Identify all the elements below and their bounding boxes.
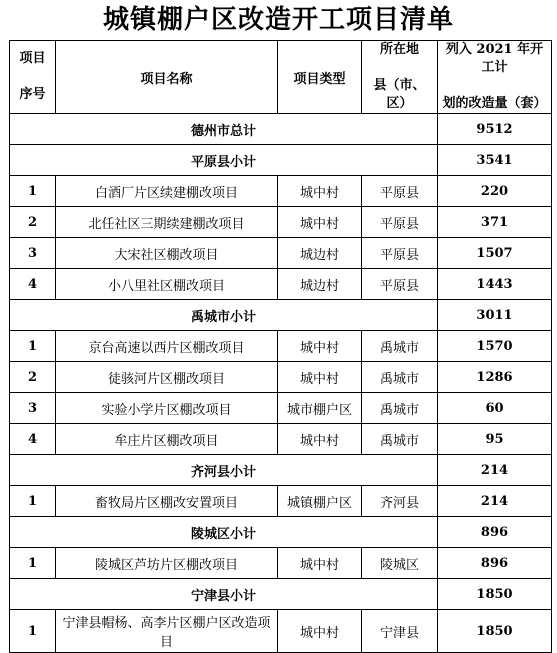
subtotal-row — [10, 300, 552, 331]
cell-location: 平原县 — [362, 207, 438, 238]
page-title: 城镇棚户区改造开工项目清单 — [102, 5, 454, 35]
table-row — [10, 362, 552, 393]
cell-location: 平原县 — [362, 238, 438, 269]
table-row — [10, 486, 552, 517]
cell-project-name: 陵城区芦坊片区棚改项目 — [56, 548, 278, 579]
header-type: 项目类型 — [278, 41, 362, 114]
project-table — [9, 40, 552, 653]
total-value: 9512 — [438, 114, 552, 145]
cell-project-name: 实验小学片区棚改项目 — [56, 393, 278, 424]
cell-project-type: 城中村 — [278, 176, 362, 207]
subtotal-value: 214 — [438, 455, 552, 486]
cell-project-name: 牟庄片区棚改项目 — [56, 424, 278, 455]
header-seq — [10, 41, 56, 114]
cell-project-type: 城边村 — [278, 269, 362, 300]
cell-project-type: 城中村 — [278, 610, 362, 653]
cell-quantity: 95 — [438, 424, 552, 455]
cell-quantity: 220 — [438, 176, 552, 207]
cell-seq: 1 — [10, 176, 56, 207]
cell-location: 禹城市 — [362, 331, 438, 362]
cell-seq: 2 — [10, 362, 56, 393]
table-row — [10, 424, 552, 455]
total-row — [10, 114, 552, 145]
cell-location: 陵城区 — [362, 548, 438, 579]
cell-project-type: 城中村 — [278, 424, 362, 455]
subtotal-label: 齐河县小计 — [10, 455, 438, 486]
cell-location: 禹城市 — [362, 424, 438, 455]
subtotal-value: 1850 — [438, 579, 552, 610]
cell-project-type: 城中村 — [278, 548, 362, 579]
subtotal-label: 陵城区小计 — [10, 517, 438, 548]
header-location-line1: 所在地 — [379, 42, 419, 57]
cell-project-name: 京台高速以西片区棚改项目 — [56, 331, 278, 362]
cell-project-name: 徒骇河片区棚改项目 — [56, 362, 278, 393]
header-quantity-line2: 划的改造量（套） — [442, 96, 547, 111]
cell-quantity: 371 — [438, 207, 552, 238]
cell-seq: 1 — [10, 610, 56, 653]
subtotal-value: 3011 — [438, 300, 552, 331]
cell-seq: 1 — [10, 548, 56, 579]
header-quantity — [438, 41, 552, 114]
subtotal-label: 禹城市小计 — [10, 300, 438, 331]
cell-seq: 4 — [10, 269, 56, 300]
cell-project-type: 城边村 — [278, 238, 362, 269]
header-location-line2: 县（市、区） — [373, 78, 426, 111]
header-row — [10, 41, 552, 114]
cell-project-name: 北任社区三期续建棚改项目 — [56, 207, 278, 238]
table-row — [10, 331, 552, 362]
cell-project-type: 城市棚户区 — [278, 393, 362, 424]
table-row — [10, 393, 552, 424]
cell-project-name: 宁津县帽杨、高李片区棚户区改造项目 — [56, 610, 278, 653]
cell-project-name: 小八里社区棚改项目 — [56, 269, 278, 300]
cell-seq: 3 — [10, 238, 56, 269]
cell-quantity: 1507 — [438, 238, 552, 269]
cell-project-name: 大宋社区棚改项目 — [56, 238, 278, 269]
cell-project-type: 城中村 — [278, 207, 362, 238]
cell-location: 禹城市 — [362, 393, 438, 424]
cell-seq: 3 — [10, 393, 56, 424]
cell-location: 齐河县 — [362, 486, 438, 517]
cell-project-type: 城镇棚户区 — [278, 486, 362, 517]
table-row — [10, 176, 552, 207]
header-seq-line2: 序号 — [19, 87, 46, 102]
cell-quantity: 214 — [438, 486, 552, 517]
subtotal-label: 宁津县小计 — [10, 579, 438, 610]
cell-quantity: 1443 — [438, 269, 552, 300]
cell-seq: 2 — [10, 207, 56, 238]
cell-location: 禹城市 — [362, 362, 438, 393]
table-row — [10, 238, 552, 269]
cell-location: 宁津县 — [362, 610, 438, 653]
cell-quantity: 1850 — [438, 610, 552, 653]
cell-project-type: 城中村 — [278, 362, 362, 393]
cell-quantity: 1570 — [438, 331, 552, 362]
table-row — [10, 207, 552, 238]
cell-quantity: 60 — [438, 393, 552, 424]
header-location — [362, 41, 438, 114]
subtotal-row — [10, 455, 552, 486]
header-name: 项目名称 — [56, 41, 278, 114]
header-quantity-line1: 列入 2021 年开工计 — [445, 42, 544, 75]
subtotal-row — [10, 145, 552, 176]
subtotal-row — [10, 579, 552, 610]
cell-quantity: 896 — [438, 548, 552, 579]
cell-project-name: 畜牧局片区棚改安置项目 — [56, 486, 278, 517]
subtotal-label: 平原县小计 — [10, 145, 438, 176]
cell-location: 平原县 — [362, 176, 438, 207]
cell-location: 平原县 — [362, 269, 438, 300]
cell-quantity: 1286 — [438, 362, 552, 393]
subtotal-value: 896 — [438, 517, 552, 548]
table-row — [10, 548, 552, 579]
cell-seq: 1 — [10, 486, 56, 517]
header-seq-line1: 项目 — [19, 51, 46, 66]
subtotal-value: 3541 — [438, 145, 552, 176]
cell-project-type: 城中村 — [278, 331, 362, 362]
table-row — [10, 610, 552, 653]
cell-seq: 1 — [10, 331, 56, 362]
cell-project-name: 白酒厂片区续建棚改项目 — [56, 176, 278, 207]
total-label: 德州市总计 — [10, 114, 438, 145]
table-row — [10, 269, 552, 300]
cell-seq: 4 — [10, 424, 56, 455]
subtotal-row — [10, 517, 552, 548]
